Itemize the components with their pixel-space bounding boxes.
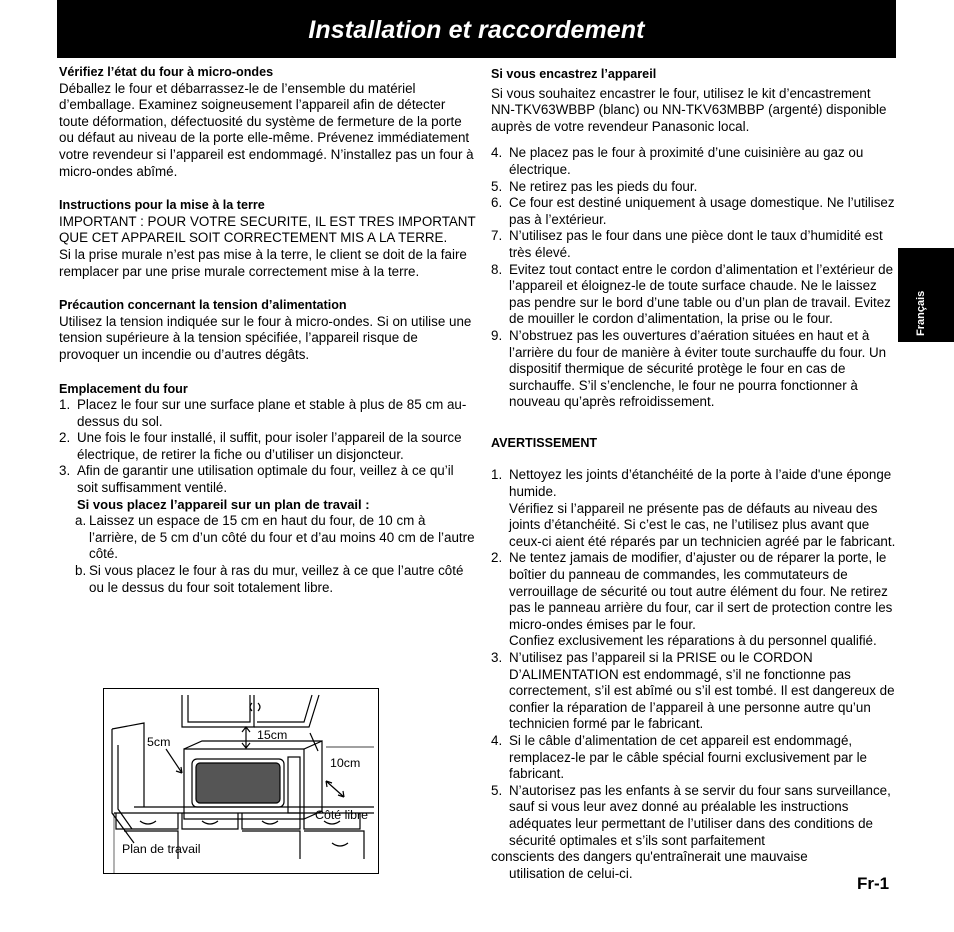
list-letter: a. [75, 513, 87, 529]
list-number: 4. [491, 145, 503, 161]
section-body: IMPORTANT : POUR VOTRE SECURITE, IL EST TRES IMPORTANT QUE CET APPAREIL SOIT CORRECTEMENT MIS A LA TERRE. [59, 213, 476, 246]
left-column [59, 64, 477, 613]
list-text: N’obstruez pas les ouvertures d’aération situées en haut et à l’arrière du four de manière à éviter toute surchauffe du four. Un dispositif thermique de sécurité protège le four en cas de surchauffe. S’il s’enclenche, le four ne pourra fonctionner à nouveau qu’après refroidissement. [509, 327, 887, 410]
right-column [491, 66, 897, 882]
list-text: Une fois le four installé, il suffit, pour isoler l’appareil de la source électrique, de retirer la fiche ou d’utiliser un disjoncteur. [77, 430, 462, 462]
list-text: Si vous placez le four à ras du mur, veillez à ce que l’autre côté ou le dessus du four soit totalement libre. [89, 563, 464, 595]
sub-list-item [59, 563, 477, 596]
label-5cm: 5cm [147, 735, 171, 749]
title-bar [57, 0, 896, 58]
list-text: Placez le four sur une surface plane et stable à plus de 85 cm au-dessus du sol. [77, 397, 467, 429]
list-item [491, 262, 897, 328]
list-number: 5. [491, 178, 503, 194]
list-item [491, 145, 897, 178]
warning-item [491, 650, 897, 733]
list-number: 6. [491, 195, 503, 211]
section-heading: Si vous encastrez l’appareil [491, 67, 657, 81]
label-free-side: Côté libre [315, 808, 369, 822]
label-10cm: 10cm [330, 756, 361, 770]
warning-item [491, 467, 897, 550]
list-text: Ne retirez pas les pieds du four. [509, 178, 698, 194]
section-heading: Vérifiez l’état du four à micro-ondes [59, 65, 274, 79]
section-heading: Instructions pour la mise à la terre [59, 198, 265, 213]
list-text: Ce four est destiné uniquement à usage domestique. Ne l’utilisez pas à l’extérieur. [509, 195, 895, 227]
section-voltage [59, 297, 477, 363]
subsection-heading: Si vous placez l’appareil sur un plan de travail : [77, 496, 370, 512]
list-item [491, 328, 897, 411]
warning-tail: utilisation de celui-ci. [509, 865, 633, 881]
list-item [491, 179, 897, 196]
section-check-oven [59, 64, 477, 180]
list-text: Evitez tout contact entre le cordon d’alimentation et l’extérieur de l’appareil et éloignez-le de toute surface chaude. Ne le laissez pas pendre sur le bord d’une table ou d’un plan de travail. Evitez de mouiller le cordon d’alimentation, la prise ou le four. [509, 261, 894, 327]
list-number: 5. [491, 782, 503, 798]
label-worktop: Plan de travail [122, 842, 201, 856]
list-number: 8. [491, 261, 503, 277]
list-item [491, 228, 897, 261]
warning-heading: AVERTISSEMENT [491, 435, 598, 450]
installation-diagram [103, 688, 379, 874]
list-text-extra: Confiez exclusivement les réparations à du personnel qualifié. [509, 633, 877, 649]
section-heading: Emplacement du four [59, 381, 188, 396]
list-item [59, 463, 477, 496]
warning-tail: conscients des dangers qu'entraînerait une mauvaise [491, 849, 808, 865]
list-text: Nettoyez les joints d’étanchéité de la porte à l’aide d'une éponge humide. [509, 467, 892, 500]
section-body: Déballez le four et débarrassez-le de l’ensemble du matériel d’emballage. Examinez soigneusement l’appareil afin de détecter toute déformation, défectuosité du système de fermeture de la porte ou défaut au niveau de la porte elle-même. Prévenez immédiatement votre revendeur si l’appareil est endommagé. N’installez pas un four à micro-ondes abîmé. [59, 80, 474, 179]
warning-item [491, 783, 897, 849]
list-item [491, 195, 897, 228]
list-item [59, 397, 477, 430]
list-text: Si le câble d’alimentation de cet appareil est endommagé, remplacez-le par le câble spécial fourni exclusivement par le fabricant. [509, 732, 867, 782]
list-number: 2. [59, 430, 71, 446]
section-built-in [491, 66, 897, 135]
warning-item [491, 733, 897, 783]
list-letter: b. [75, 563, 87, 579]
list-text: Afin de garantir une utilisation optimale du four, veillez à ce qu’il soit suffisamment ventilé. [77, 463, 454, 496]
page-number: Fr-1 [857, 874, 890, 893]
list-text: N’utilisez pas l’appareil si la PRISE ou le CORDON D’ALIMENTATION est endommagé, s’il ne fonctionne pas correctement, s’il est abîmé ou s’il est tombé. Il est dangereux de confier la réparation de l’appareil à une personne autre qu’un technicien formé par le fabricant. [509, 650, 895, 732]
section-body: Utilisez la tension indiquée sur le four à micro-ondes. Si on utilise une tension supérieure à la tension spécifiée, l’appareil risque de provoquer un incendie ou d’autres dégâts. [59, 313, 472, 362]
sub-list-item [59, 513, 477, 563]
section-body: Si la prise murale n’est pas mise à la terre, le client se doit de la faire remplacer par une prise murale correctement mise à la terre. [59, 246, 467, 279]
page-title: Installation et raccordement [308, 16, 645, 44]
list-number: 3. [59, 463, 71, 479]
language-tab [898, 248, 954, 342]
list-item [59, 430, 477, 463]
list-number: 4. [491, 732, 503, 748]
list-text-extra: Vérifiez si l’appareil ne présente pas de défauts au niveau des joints d’étanchéité. Si c’est le cas, ne l’utilisez plus avant que ceux-ci aient été réparés par un technicien agréé par le fabricant. [509, 500, 896, 549]
section-grounding [59, 197, 477, 280]
list-number: 1. [59, 397, 71, 413]
section-heading: Précaution concernant la tension d’alimentation [59, 298, 347, 313]
list-number: 3. [491, 650, 503, 665]
list-number: 2. [491, 550, 503, 566]
list-text: Ne placez pas le four à proximité d’une cuisinière au gaz ou électrique. [509, 145, 864, 177]
language-label: Français [915, 290, 927, 336]
section-location [59, 381, 477, 597]
list-text: N’autorisez pas les enfants à se servir du four sans surveillance, sauf si vous leur avez donné au préalable les instructions adéquates leur permettant de l’utiliser dans des conditions de sécurité optimales et s’ils sont parfaitement [509, 782, 891, 848]
list-number: 9. [491, 327, 503, 343]
list-text: N’utilisez pas le four dans une pièce dont le taux d’humidité est très élevé. [509, 228, 883, 260]
list-number: 1. [491, 467, 503, 483]
label-15cm: 15cm [257, 728, 288, 742]
list-number: 7. [491, 228, 503, 244]
warning-item [491, 550, 897, 650]
section-body: Si vous souhaitez encastrer le four, utilisez le kit d’encastrement NN-TKV63WBBP (blanc) ou NN-TKV63MBBP (argenté) disponible auprès de votre revendeur Panasonic local. [491, 85, 887, 134]
list-text: Ne tentez jamais de modifier, d’ajuster ou de réparer la porte, le boîtier du panneau de commandes, les commutateurs de verrouillage de sécurité ou tout autre élément du four. Ne retirez pas le panneau arrière du four, car il sert de protection contre les micro-ondes émises par le four. [509, 550, 893, 632]
list-text: Laissez un espace de 15 cm en haut du four, de 10 cm à l’arrière, de 5 cm d’un côté du four et d’au moins 40 cm de l’autre côté. [89, 513, 475, 562]
